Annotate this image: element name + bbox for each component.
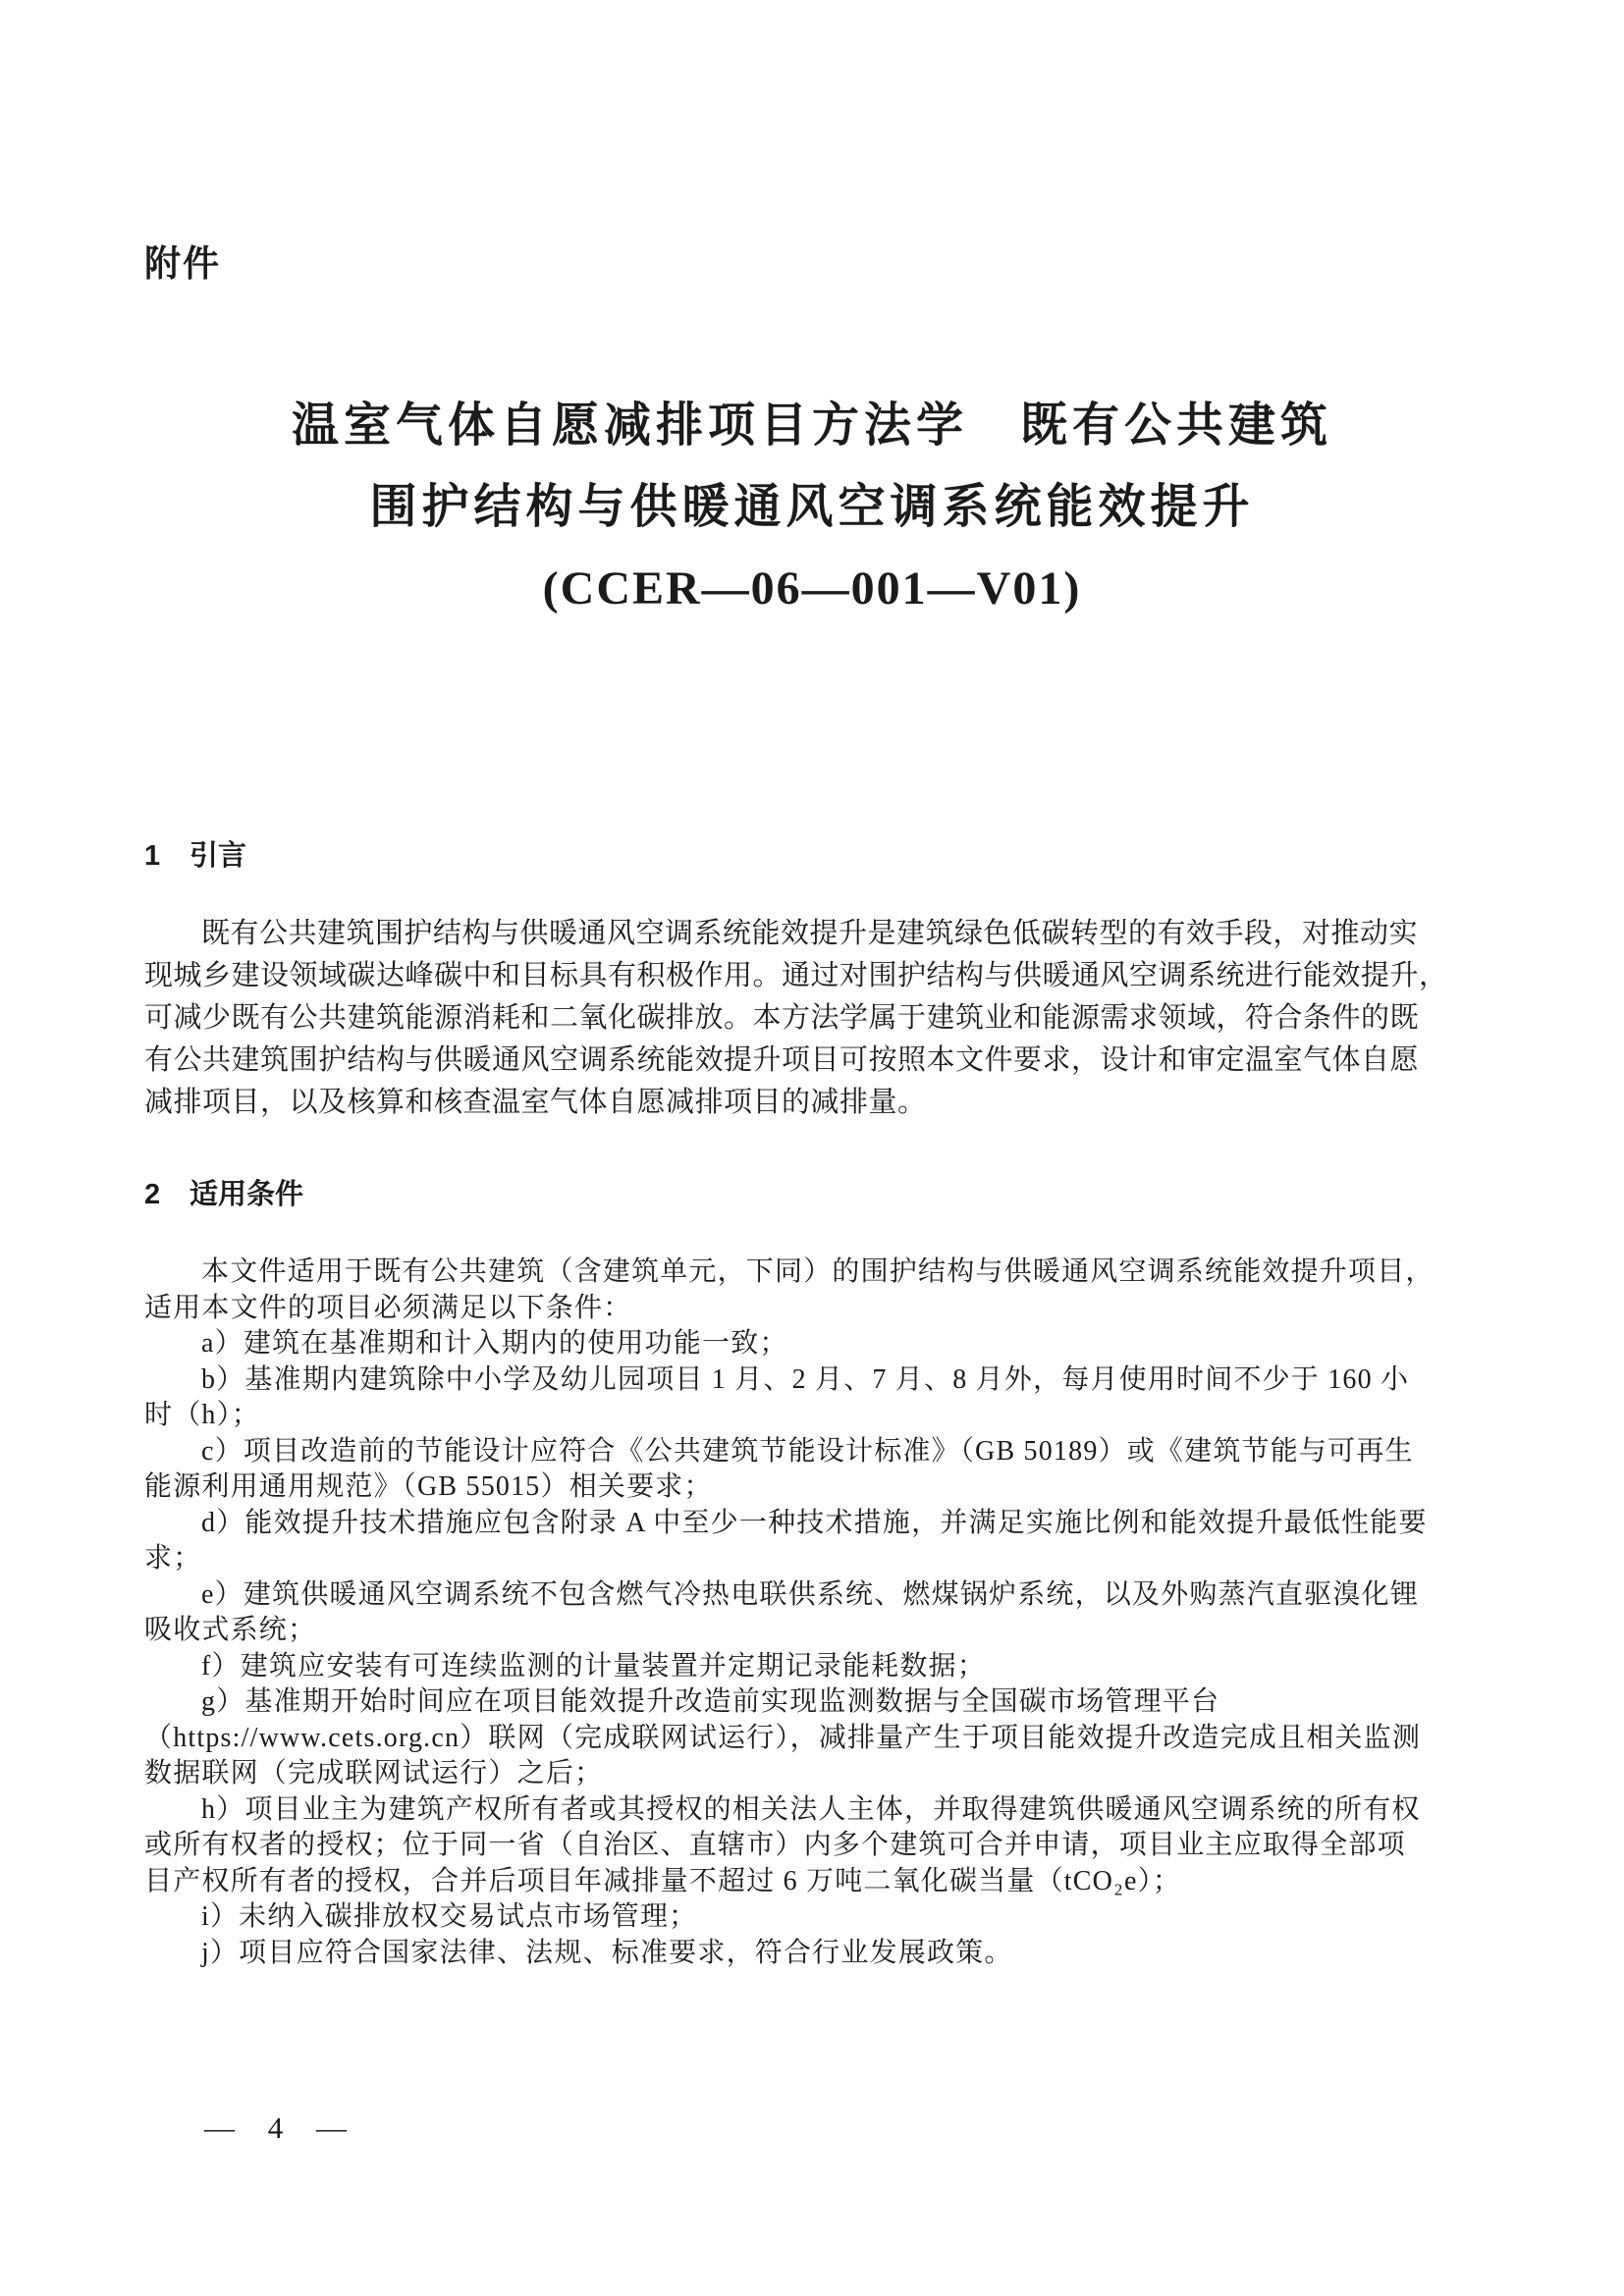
section-1-body bbox=[144, 913, 1446, 1124]
text-line: 求； bbox=[144, 1543, 202, 1574]
section-2-title: 适用条件 bbox=[189, 1179, 304, 1210]
text-line: 有公共建筑围护结构与供暖通风空调系统能效提升项目可按照本文件要求，设计和审定温室气体自愿 bbox=[144, 1044, 1420, 1076]
title-line-1: 温室气体自愿减排项目方法学 既有公共建筑 bbox=[291, 400, 1332, 452]
document-title bbox=[0, 385, 1624, 629]
section-1-heading bbox=[144, 833, 246, 874]
list-item-j: j）项目应符合国家法律、法规、标准要求，符合行业发展政策。 bbox=[201, 1937, 1013, 1968]
section-1-title: 引言 bbox=[189, 840, 247, 872]
text-line: 时（h）； bbox=[144, 1400, 261, 1430]
list-item-f: f）建筑应安装有可连续监测的计量装置并定期记录能耗数据； bbox=[201, 1650, 986, 1682]
list-item-h: h）项目业主为建筑产权所有者或其授权的相关法人主体，并取得建筑供暖通风空调系统的所有权 bbox=[201, 1793, 1421, 1825]
title-code: (CCER—06—001—V01) bbox=[542, 562, 1082, 614]
text-line: 减排项目，以及核算和核查温室气体自愿减排项目的减排量。 bbox=[144, 1087, 927, 1118]
text-line: 或所有权者的授权；位于同一省（自治区、直辖市）内多个建筑可合并申请，项目业主应取得全部项 bbox=[144, 1830, 1406, 1860]
text-line: （https://www.cets.org.cn）联网（完成联网试运行），减排量产生于项目能效提升改造完成且相关监测 bbox=[144, 1722, 1422, 1753]
attachment-label: 附件 bbox=[144, 243, 221, 284]
list-item-d: d）能效提升技术措施应包含附录 A 中至少一种技术措施，并满足实施比例和能效提升最低性能要 bbox=[201, 1507, 1428, 1538]
title-line-2: 围护结构与供暖通风空调系统能效提升 bbox=[369, 481, 1255, 533]
text-line: 数据联网（完成联网试运行）之后； bbox=[144, 1758, 604, 1789]
text-line: 目产权所有者的授权，合并后项目年减排量不超过 6 万吨二氧化碳当量（tCO₂e）； bbox=[144, 1865, 1182, 1896]
text-line: 现城乡建设领域碳达峰碳中和目标具有积极作用。通过对围护结构与供暖通风空调系统进行能效提升， bbox=[144, 960, 1448, 991]
section-2-heading bbox=[144, 1172, 303, 1212]
text-line: 可减少既有公共建筑能源消耗和二氧化碳排放。本方法学属于建筑业和能源需求领域，符合条件的既 bbox=[144, 1002, 1420, 1034]
list-item-i: i）未纳入碳排放权交易试点市场管理； bbox=[201, 1901, 698, 1932]
text-line: 既有公共建筑围护结构与供暖通风空调系统能效提升是建筑绿色低碳转型的有效手段，对推动实 bbox=[201, 918, 1419, 949]
section-1-number: 1 bbox=[144, 840, 161, 872]
section-2-body bbox=[144, 1255, 1446, 1971]
section-2-number: 2 bbox=[144, 1179, 161, 1210]
list-item-g: g）基准期开始时间应在项目能效提升改造前实现监测数据与全国碳市场管理平台 bbox=[201, 1686, 1220, 1717]
text-line: 适用本文件的项目必须满足以下条件： bbox=[144, 1292, 632, 1323]
list-item-e: e）建筑供暖通风空调系统不包含燃气冷热电联供系统、燃煤锅炉系统，以及外购蒸汽直驱溴化锂 bbox=[201, 1578, 1420, 1610]
page-number: — 4 — bbox=[204, 2110, 349, 2145]
list-item-a: a）建筑在基准期和计入期内的使用功能一致； bbox=[201, 1328, 788, 1359]
text-line: 本文件适用于既有公共建筑（含建筑单元，下同）的围护结构与供暖通风空调系统能效提升项目， bbox=[201, 1256, 1435, 1287]
list-item-c: c）项目改造前的节能设计应符合《公共建筑节能设计标准》（GB 50189）或《建筑节能与可再生 bbox=[201, 1435, 1414, 1467]
text-line: 能源利用通用规范》（GB 55015）相关要求； bbox=[144, 1471, 713, 1502]
text-line: 吸收式系统； bbox=[144, 1615, 317, 1645]
list-item-b: b）基准期内建筑除中小学及幼儿园项目 1 月、2 月、7 月、8 月外，每月使用时间不少于 160 小 bbox=[201, 1363, 1410, 1395]
